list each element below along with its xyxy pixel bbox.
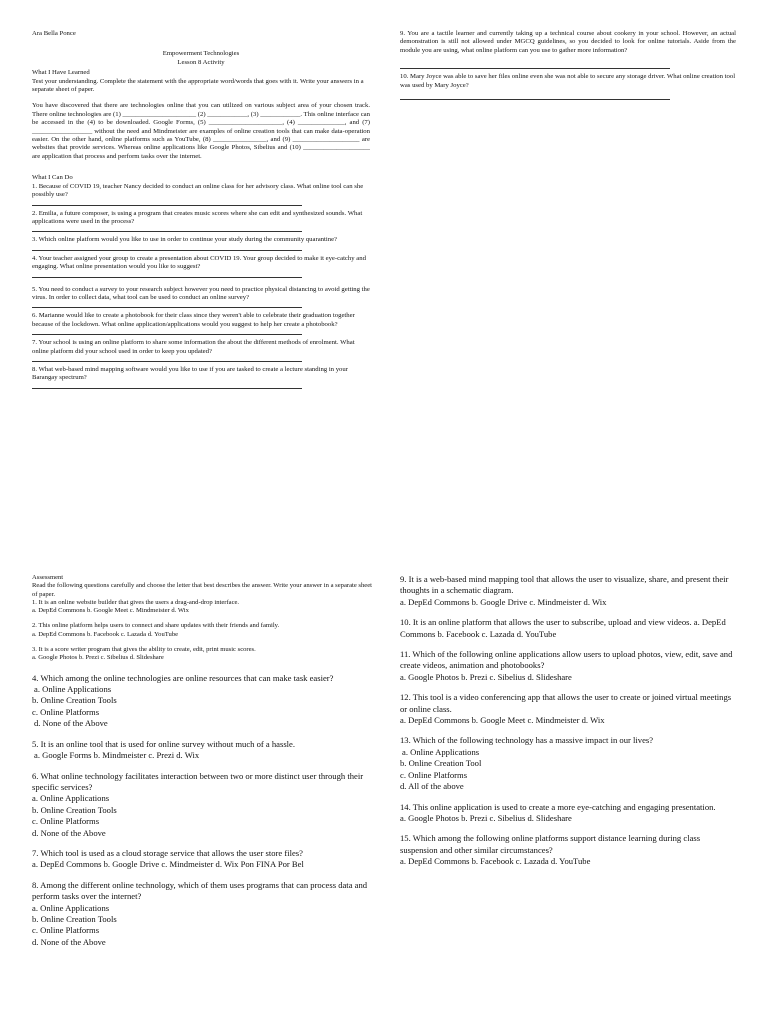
question-options: a. DepEd Commons b. Google Meet c. Mindmeister d. Wix: [400, 715, 605, 726]
question-3: [32, 646, 372, 663]
answer-line: [32, 356, 302, 362]
question-13: [400, 735, 738, 792]
answer-line: [32, 200, 302, 206]
question-1: [32, 599, 372, 616]
can-do-item-10: 10. Mary Joyce was able to save her files online even she was not able to secure any storage driver. What online creation tool was used by Mary Joyce?: [400, 73, 736, 89]
question-text: 12. This tool is a video conferencing app that allows the user to create or joined virtual meetings or online class.: [400, 692, 732, 714]
question-text: 15. Which among the following online platforms support distance learning during class suspension and other similar circumstances?: [400, 833, 701, 855]
question-options: a. DepEd Commons b. Facebook c. Lazada d. YouTube: [32, 630, 179, 638]
question-15: [400, 833, 738, 867]
option-d: d. None of the Above: [32, 827, 106, 838]
question-text: 1. It is an online website builder that gives the users a drag-and-drop interface.: [32, 598, 240, 606]
author-name: Ara Bella Ponce: [32, 30, 76, 37]
question-6: [32, 771, 372, 839]
can-do-heading: What I Can Do: [32, 174, 73, 182]
option-c: c. Online Platforms: [32, 816, 100, 827]
question-text: 11. Which of the following online applications allow users to upload photos, view, edit, save and create videos, animation and photobooks?: [400, 649, 733, 671]
option-b: b. Online Creation Tools: [32, 913, 117, 924]
question-text: 3. It is a score writer program that gives the ability to create, edit, print music scores.: [32, 646, 256, 654]
question-text: 13. Which of the following technology has a massive impact in our lives?: [400, 735, 654, 746]
assessment-right-column: [400, 574, 738, 877]
answer-line: [32, 245, 302, 251]
question-options: a. DepEd Commons b. Google Meet c. Mindmeister d. Wix: [32, 607, 189, 615]
answer-line: [32, 272, 302, 278]
activity-right-column: [400, 30, 736, 104]
question-options: a. Google Photos b. Prezi c. Sibelius d. Slideshare: [400, 671, 572, 682]
question-2: [32, 622, 372, 639]
question-7: [32, 848, 372, 871]
question-options: a. Google Photos b. Prezi c. Sibelius d. Slideshare: [32, 654, 164, 662]
question-text: 9. It is a web-based mind mapping tool that allows the user to visualize, share, and present their thoughts in a schematic diagram.: [400, 574, 729, 596]
question-14: [400, 802, 738, 825]
option-b: b. Online Creation Tools: [32, 804, 117, 815]
option-a: a. Online Applications: [32, 902, 110, 913]
answer-line: [400, 63, 670, 69]
answer-line: [32, 226, 302, 232]
question-text: 14. This online application is used to create a more eye-catching and engaging presentation.: [400, 801, 716, 812]
option-a: a. Online Applications: [402, 746, 480, 757]
option-a: a. Online Applications: [34, 684, 112, 695]
question-8: [32, 880, 372, 948]
option-c: c. Online Platforms: [400, 769, 468, 780]
option-c: c. Online Platforms: [32, 925, 100, 936]
question-text: 4. Which among the online technologies are online resources that can make task easier?: [32, 672, 334, 683]
lesson-title: Lesson 8 Activity: [177, 58, 225, 66]
can-do-item-4: 4. Your teacher assigned your group to create a presentation about COVID 19. Your group decided to make it eye-catchy and engaging. What online presentation would you like to suggest?: [32, 254, 366, 271]
question-10: [400, 617, 738, 640]
learned-instructions: Test your understanding. Complete the statement with the appropriate word/words that goes with it. Write your answers in a separate sheet of paper.: [32, 77, 364, 94]
question-text: 7. Which tool is used as a cloud storage service that allows the user store files?: [32, 847, 303, 858]
question-options: a. DepEd Commons b. Google Drive c. Mindmeister d. Wix: [400, 596, 607, 607]
answer-line: [400, 94, 670, 100]
question-12: [400, 692, 738, 726]
question-options: a. DepEd Commons b. Facebook c. Lazada d. YouTube: [400, 856, 591, 867]
option-b: b. Online Creation Tools: [32, 695, 117, 706]
question-text: 5. It is an online tool that is used for online survey without much of a hassle.: [32, 738, 296, 749]
question-options: a. Google Photos b. Prezi c. Sibelius d. Slideshare: [400, 812, 572, 823]
learned-paragraph: You have discovered that there are technologies online that you can utilized on various subject area of your chosen track. There online technologies are (1) ______________________ (2) ____________, (3) ____________. This online interface can be accessed in the (4) to be downloaded. Google Forms, (5) ______________________, (4) ______________, and (7) __________________ without the need and Mindmeister are examples of online creation tools that can make data-operation easier. On the other hand, online platforms such as YouTube, (8) ________________, and (9) ____________________ are websites that provide services. Whereas online applications like Google Photos, Sibelius and (10) ____________________ are application that process and perform tasks over the internet.: [32, 102, 370, 160]
option-d: d. None of the Above: [34, 718, 108, 729]
can-do-item-6: 6. Marianne would like to create a photobook for their class since they weren't able to celebrate their graduation together because of the lockdown. What online application/applications would you suggest to help her create a photobook?: [32, 312, 355, 328]
question-text: 2. This online platform helps users to connect and share updates with their friends and family.: [32, 622, 280, 630]
can-do-item-5: 5. You need to conduct a survey to your research subject however you need to practice physical distancing to avoid getting the virus. In order to collect data, what tool can be used to conduct an online survey?: [32, 285, 370, 301]
question-options: a. Google Forms b. Mindmeister c. Prezi d. Wix: [34, 750, 200, 761]
question-text: 10. It is an online platform that allows the user to subscribe, upload and view videos. a. DepEd Commons b. Facebook c. Lazada d. YouTube: [400, 617, 726, 639]
answer-line: [32, 302, 302, 308]
assessment-instructions: Read the following questions carefully and choose the letter that best describes the answer. Write your answer in a separate sheet of paper.: [32, 582, 372, 598]
question-11: [400, 649, 738, 683]
assessment-sheet: [0, 512, 768, 1024]
option-b: b. Online Creation Tool: [400, 758, 482, 769]
can-do-item-7: 7. Your school is using an online platform to share some information the about the different methods of enrolment. What online platform did your school used in order to keep you updated?: [32, 339, 355, 355]
activity-left-column: [32, 30, 370, 393]
question-options: a. DepEd Commons b. Google Drive c. Mindmeister d. Wix Pon FINA Por Bel: [32, 859, 304, 870]
can-do-item-2: 2. Emilia, a future composer, is using a program that creates music scores where she can edit and synthesized sounds. What applications were used in the process?: [32, 209, 363, 225]
question-4: [32, 673, 372, 730]
question-text: 6. What online technology facilitates interaction between two or more distinct user through their specific services?: [32, 770, 364, 792]
answer-line: [32, 383, 302, 389]
option-a: a. Online Applications: [32, 793, 110, 804]
learned-heading: What I Have Learned: [32, 69, 90, 77]
answer-line: [32, 329, 302, 335]
question-text: 8. Among the different online technology, which of them uses programs that can process data and perform tasks over the internet?: [32, 879, 368, 902]
option-c: c. Online Platforms: [32, 706, 100, 717]
question-9: [400, 574, 738, 608]
subject-title: Empowerment Technologies: [162, 50, 240, 58]
can-do-item-9: 9. You are a tactile learner and currently taking up a technical course about cookery in your school. However, an actual demonstration is still not allowed under MGCQ guidelines, so you decided to look for online tutorials. Aside from the module you are using, what online platform can you use to gather more information?: [400, 30, 736, 54]
can-do-item-8: 8. What web-based mind mapping software would you like to use if you are tasked to create a lecture standing in your Barangay spectrum?: [32, 365, 348, 382]
can-do-item-1: 1. Because of COVID 19, teacher Nancy decided to conduct an online class for her advisory class. What online tool can she possibly use?: [32, 182, 364, 199]
can-do-item-3: 3. Which online platform would you like to use in order to continue your study during the community quarantine?: [32, 236, 338, 244]
assessment-heading: Assessment: [32, 574, 64, 581]
option-d: d. None of the Above: [32, 936, 106, 947]
question-5: [32, 739, 372, 762]
assessment-left-column: [32, 574, 372, 957]
option-d: d. All of the above: [400, 781, 464, 792]
